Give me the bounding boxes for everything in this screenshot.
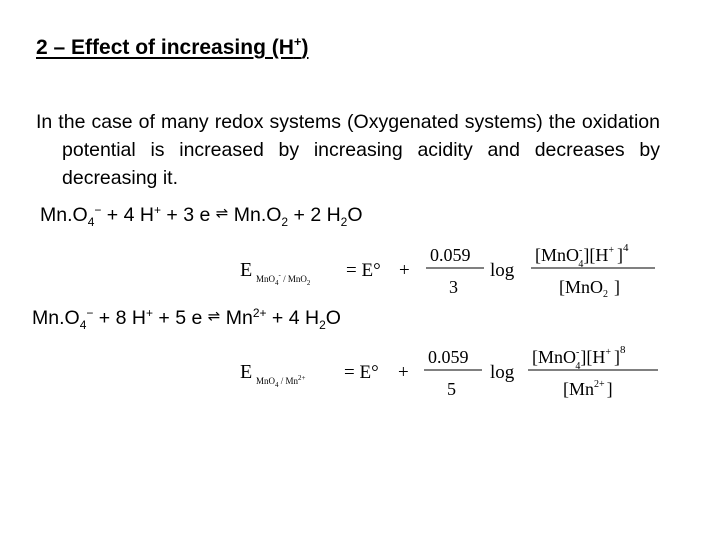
svg-text:[MnO-4][H+]8: [MnO-4][H+ ]$^8$ — [532, 344, 626, 372]
slide-title: 2 – Effect of increasing (H+) — [36, 34, 309, 59]
svg-text:= E°: = E° — [346, 260, 381, 281]
nernst-equation-1 — [228, 238, 688, 298]
svg-text:[MnO-4][H+]4: [MnO-4][H+ ]$^4$ — [535, 242, 629, 270]
svg-text:0.059: 0.059 — [428, 347, 469, 367]
svg-text:+: + — [398, 362, 409, 383]
svg-text:E: E — [240, 259, 253, 281]
svg-text:0.059: 0.059 — [430, 245, 471, 265]
svg-text:MnO4 / Mn2+: $MnO_4 / Mn^{2+}$ — [256, 374, 306, 389]
svg-text:5: 5 — [447, 379, 456, 399]
nernst-equation-2 — [228, 340, 688, 400]
svg-text:MnO4- / MnO2: MnO$_4$- / MnO$_2$ — [256, 271, 311, 287]
svg-text:log: log — [490, 260, 515, 281]
svg-text:E: E — [240, 361, 253, 383]
equilibrium-arrow-icon: ⇌ — [215, 205, 229, 222]
svg-text:[MnO2]: [MnO$_2$ ] — [559, 277, 620, 300]
svg-text:= E°: = E° — [344, 362, 379, 383]
svg-text:[Mn2+]: [$Mn^{2+}$ ] — [563, 379, 613, 399]
svg-text:+: + — [399, 260, 410, 281]
equilibrium-arrow-icon: ⇌ — [207, 308, 221, 325]
permanganate-manganese-dioxide-reaction: $Mn.O_4^- + 4$ H+ + 3 e ⇌ $Mn.O_2 + 2$ $H_2O$ — [40, 203, 363, 229]
intro-paragraph: In the case of many redox systems (Oxygenated systems) the oxidation potential is increased by increasing acidity and decreases by decreasing it. — [36, 111, 660, 189]
permanganate-manganese-ion-reaction: $Mn.O_4^- + 8$ H+ + 5 e ⇌ $Mn^{2+} + 4$ $H_2O$ — [32, 306, 341, 332]
svg-text:3: 3 — [449, 277, 458, 297]
svg-text:log: log — [490, 362, 515, 383]
